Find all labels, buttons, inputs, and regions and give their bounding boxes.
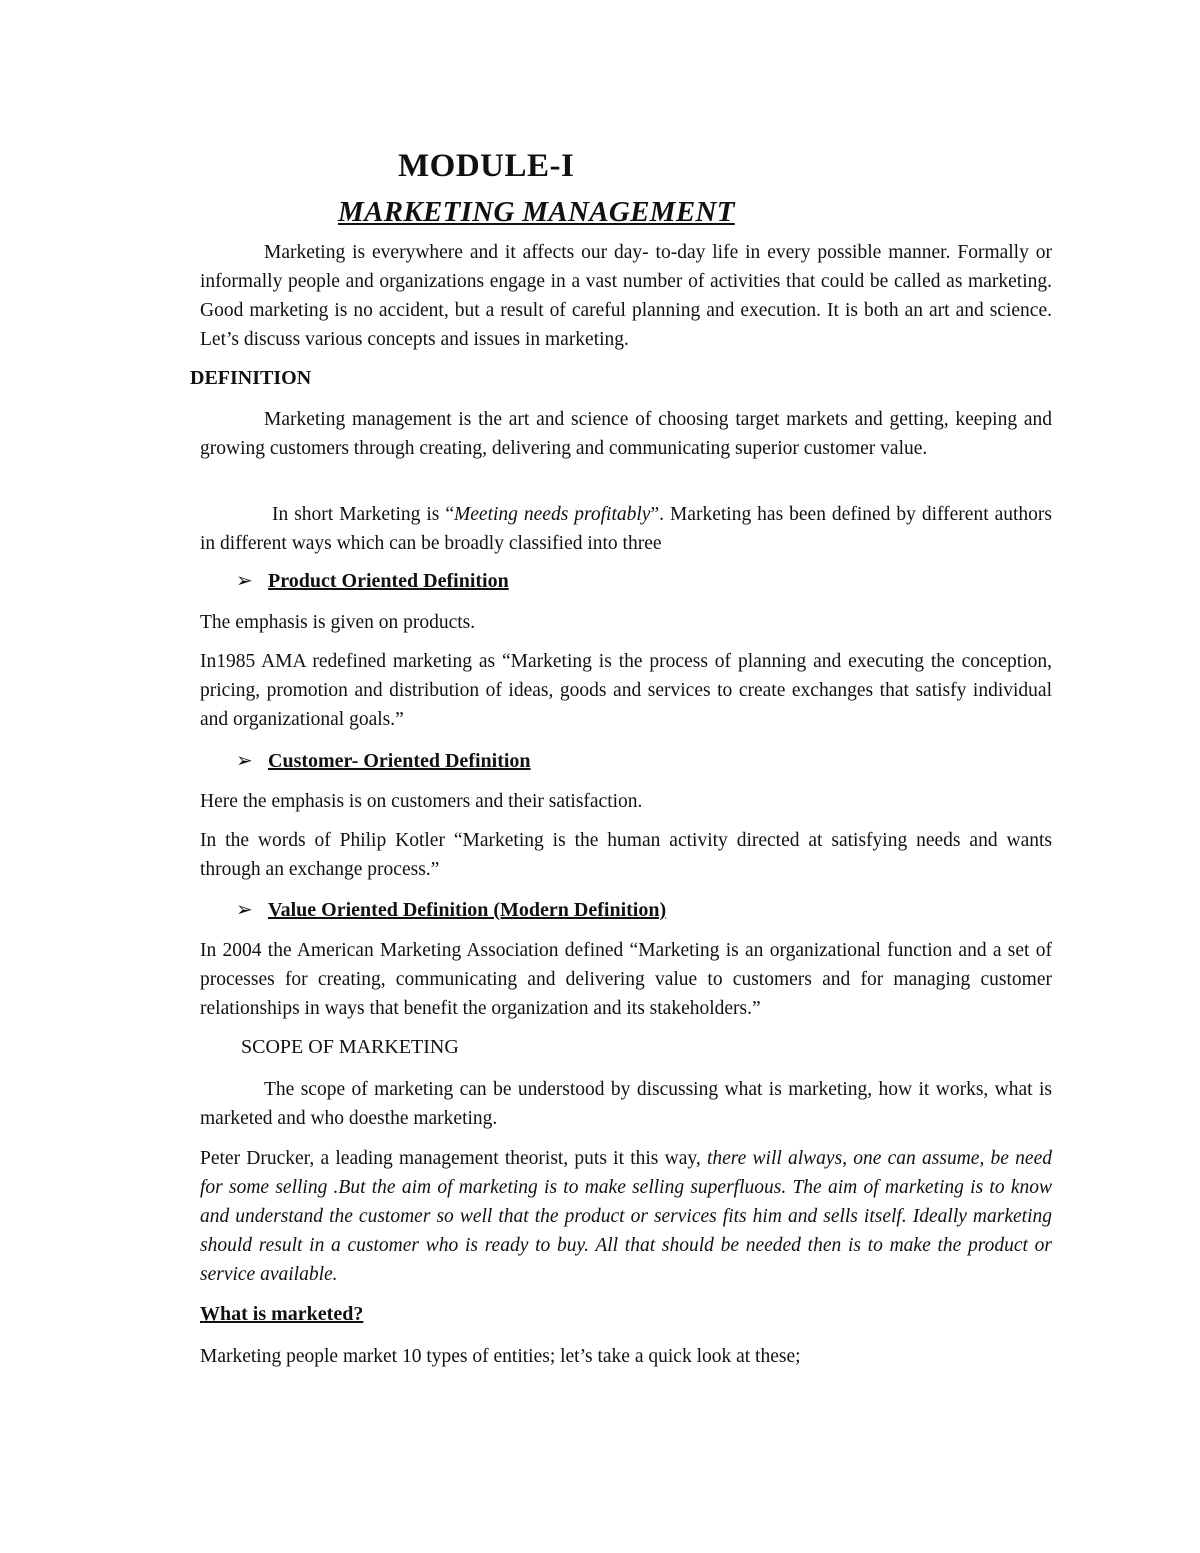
marketed-paragraph: Marketing people market 10 types of entities; let’s take a quick look at these; xyxy=(200,1346,801,1367)
what-is-marketed-heading: What is marketed? xyxy=(200,1303,364,1325)
definition-heading: DEFINITION xyxy=(190,367,312,389)
customer-emphasis-paragraph: Here the emphasis is on customers and their satisfaction. xyxy=(200,791,643,812)
page-subtitle: MARKETING MANAGEMENT xyxy=(338,196,735,228)
customer-oriented-heading xyxy=(236,748,531,773)
arrow-bullet-icon: ➢ xyxy=(236,750,253,772)
product-emphasis-paragraph: The emphasis is given on products. xyxy=(200,612,476,633)
product-quote-paragraph: In1985 AMA redefined marketing as “Marketing is the process of planning and executing the conception, pricing, promotion and distribution of ideas, goods and services to create exchanges that satisfy individual and organizational goals.” xyxy=(200,651,1052,730)
scope-paragraph: The scope of marketing can be understood by discussing what is marketing, how it works, what is marketed and who doesthe marketing. xyxy=(200,1079,1052,1129)
definition-paragraph: Marketing management is the art and science of choosing target markets and getting, keeping and growing customers through creating, delivering and communicating superior customer value. xyxy=(200,409,1052,459)
product-heading-label: Product Oriented Definition xyxy=(268,570,509,592)
short-def-text-after: ”. Marketing has been defined by different authors in different ways which can be broadly classified into three xyxy=(200,504,1052,554)
drucker-intro-text: Peter Drucker, a leading management theorist, puts it this way, xyxy=(200,1148,707,1169)
drucker-quote-italic: there will always, one can assume, be need for some selling .But the aim of marketing is to make selling superfluous. The aim of marketing is to know and understand the customer so well that the product or services fits him and sells itself. Ideally marketing should result in a customer who is ready to buy. All that should be needed then is to make the product or service available. xyxy=(200,1148,1052,1285)
customer-quote-paragraph: In the words of Philip Kotler “Marketing is the human activity directed at satisfying needs and wants through an exchange process.” xyxy=(200,830,1052,880)
short-def-text: In short Marketing is “ xyxy=(272,504,455,525)
intro-paragraph: Marketing is everywhere and it affects our day- to-day life in every possible manner. Formally or informally people and organizations engage in a vast number of activities that could be called as marketing. Good marketing is no accident, but a result of careful planning and execution. It is both an art and science. Let’s discuss various concepts and issues in marketing. xyxy=(200,242,1052,350)
page-title: MODULE-I xyxy=(398,148,575,184)
short-def-italic: Meeting needs profitably xyxy=(454,504,651,525)
arrow-bullet-icon: ➢ xyxy=(236,899,253,921)
short-definition-paragraph xyxy=(200,500,1052,558)
product-oriented-heading xyxy=(236,568,509,593)
drucker-paragraph xyxy=(200,1144,1052,1289)
customer-heading-label: Customer- Oriented Definition xyxy=(268,750,531,772)
scope-heading: SCOPE OF MARKETING xyxy=(241,1036,459,1058)
value-heading-label: Value Oriented Definition (Modern Definition) xyxy=(268,899,667,921)
value-quote-paragraph: In 2004 the American Marketing Association defined “Marketing is an organizational function and a set of processes for creating, communicating and delivering value to customers and for managing customer relationships in ways that benefit the organization and its stakeholders.” xyxy=(200,940,1052,1019)
arrow-bullet-icon: ➢ xyxy=(236,570,253,592)
value-oriented-heading xyxy=(236,897,666,922)
